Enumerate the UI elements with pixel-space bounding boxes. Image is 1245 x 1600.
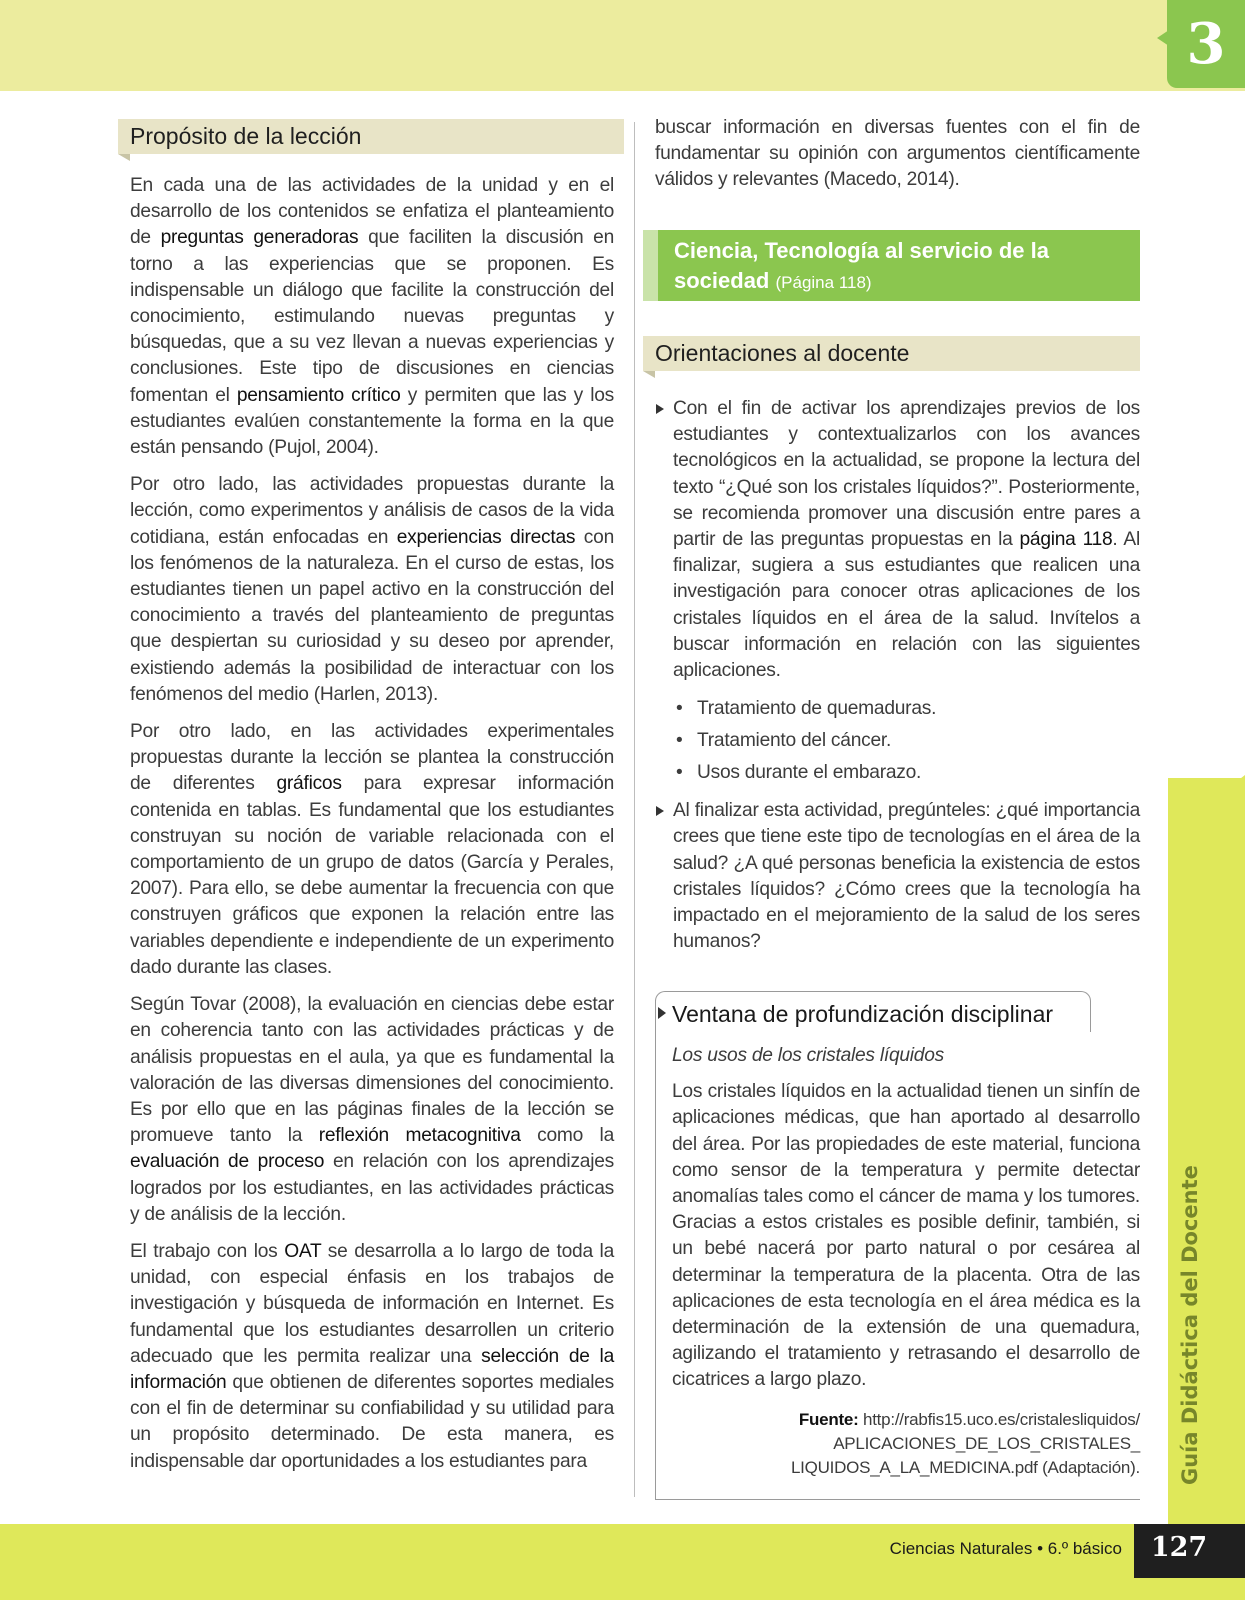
feature-page-ref: (Página 118) xyxy=(775,273,872,292)
bullet-item: • Tratamiento de quemaduras. xyxy=(673,696,1140,722)
orientaciones-list xyxy=(655,396,1140,967)
feature-box-stripe xyxy=(643,230,658,301)
feature-title: Ciencia, Tecnología al servicio de la sociedad (Página 118) xyxy=(674,238,1049,293)
list-item: Al finalizar esta actividad, pregúnteles: ¿qué importancia crees que tiene este tipo de tecnologías en el área de la salud? ¿A qué personas beneficia la existencia de estos cristales líquidos? ¿Cómo crees que la tecnología ha impactado en el mejoramiento de la salud de los seres humanos? xyxy=(655,798,1140,955)
source-label: Fuente: xyxy=(798,1409,859,1429)
source-citation xyxy=(672,1408,1140,1480)
arrow-bullet-icon xyxy=(656,806,664,816)
source-url: LIQUIDOS_A_LA_MEDICINA.pdf (Adaptación). xyxy=(790,1457,1140,1477)
left-column xyxy=(130,173,614,1486)
highlight: preguntas generadoras xyxy=(160,227,359,249)
window-subtitle: Los usos de los cristales líquidos xyxy=(672,1045,944,1066)
window-title: Ventana de profundización disciplinar xyxy=(672,1001,1054,1027)
bullet-dot-icon: • xyxy=(676,762,683,784)
paragraph: Por otro lado, las actividades propuestas durante la lección, como experimentos y análisis de casos de la vida cotidiana, están enfocadas en experiencias directas con los fenómenos de la naturaleza. En el curso de estas, los estudiantes tienen un papel activo en la construcción del conocimiento a través del planteamiento de preguntas que despiertan su curiosidad y su deseo por aprender, existiendo además la posibilidad de interactuar con los fenómenos del medio (Harlen, 2013). xyxy=(130,474,614,705)
page-number: 127 xyxy=(1150,1532,1208,1563)
heading-tail xyxy=(118,154,130,161)
window-text: Los cristales líquidos en la actualidad tienen un sinfín de aplicaciones médicas, que han aportado al desarrollo del área. Por las propiedades de este material, funciona como sensor de la temperatura y permite detectar anomalías tales como el cáncer de mama y los tumores. Gracias a estos cristales es posible definir, también, si un bebé nacerá por parto natural o por cesárea al determinar la temperatura de la placenta. Otra de las aplicaciones de esta tecnología en el área médica es la determinación de la extensión de una quemadura, agilizando el tratamiento y retrasando el desarrollo de cicatrices a largo plazo. xyxy=(672,1081,1140,1391)
highlight: reflexión metacognitiva xyxy=(318,1125,521,1147)
arrow-bullet-icon xyxy=(656,404,664,414)
paragraph: El trabajo con los OAT se desarrolla a lo largo de toda la unidad, con especial énfasis en los trabajos de investigación y búsqueda de información en Internet. Es fundamental que los estudiantes desarrollen un criterio adecuado que les permita realizar una selección de la información que obtienen de diferentes soportes mediales con el fin de determinar su confiabilidad y su utilidad para un propósito determinado. De esta manera, es indispensable dar oportunidades a los estudiantes para xyxy=(130,1240,614,1472)
bullet-dot-icon: • xyxy=(676,698,683,720)
highlight: pensamiento crítico xyxy=(236,384,401,406)
right-column-top xyxy=(655,115,1140,205)
header-band xyxy=(0,0,1245,91)
paragraph: Según Tovar (2008), la evaluación en ciencias debe estar en coherencia tanto con las actividades prácticas y de análisis propuestas en el aula, ya que es fundamental la valoración de las diversas dimensiones del conocimiento. Es por ello que en las páginas finales de la lección se promueve tanto la reflexión metacognitiva como la evaluación de proceso en relación con los aprendizajes logrados por los estudiantes, en las actividades prácticas y de análisis de la lección. xyxy=(130,994,614,1225)
sidebar-label: Guía Didáctica del Docente xyxy=(1178,1165,1202,1485)
paragraph: Por otro lado, en las actividades experimentales propuestas durante la lección se plantea la construcción de diferentes gráficos para expresar información contenida en tablas. Es fundamental que los estudiantes construyan su noción de variable relacionada con el comportamiento de un grupo de datos (García y Perales, 2007). Para ello, se debe aumentar la frecuencia con que construyen gráficos que exponen la relación entre las variables dependiente e independiente de un experimento dado durante las clases. xyxy=(130,721,614,978)
highlight: OAT xyxy=(284,1240,322,1262)
section-heading-orientaciones xyxy=(643,336,1140,371)
heading-tail xyxy=(643,371,655,378)
arrow-bullet-icon xyxy=(658,1007,666,1019)
bullet-item: • Usos durante el embarazo. xyxy=(673,760,1140,786)
bullet-item: • Tratamiento del cáncer. xyxy=(673,728,1140,754)
section-heading-proposito xyxy=(118,119,624,154)
section-heading-text: Propósito de la lección xyxy=(130,123,362,149)
paragraph-continuation: buscar información en diversas fuentes con el fin de fundamentar su opinión con argumentos científicamente válidos y relevantes (Macedo, 2014). xyxy=(655,117,1140,191)
bullet-dot-icon: • xyxy=(676,730,683,752)
highlight: página 118 xyxy=(1019,529,1113,551)
section-heading-text: Orientaciones al docente xyxy=(655,340,910,366)
bullet-list xyxy=(673,696,1140,786)
window-body xyxy=(672,1043,1140,1480)
footer-subject: Ciencias Naturales • 6.º básico xyxy=(889,1539,1122,1558)
highlight: selección de la información xyxy=(130,1345,614,1393)
highlight: experiencias directas xyxy=(396,526,576,548)
column-divider xyxy=(634,122,635,1497)
sidebar-slant xyxy=(1168,775,1245,835)
list-item: Con el fin de activar los aprendizajes previos de los estudiantes y contextualizarlos con los avances tecnológicos en la actualidad, se propone la lectura del texto “¿Qué son los cristales líquidos?”. Posteriormente, se recomienda promover una discusión entre pares a partir de las preguntas propuestas en la página 118. Al finalizar, sugiera a sus estudiantes que realicen una investigación para conocer otras aplicaciones de los cristales líquidos en el área de la salud. Invítelos a buscar información en relación con las siguientes aplicaciones. • Tratamiento de quemaduras. • Tratamiento del cáncer. • Usos durante el embarazo. xyxy=(655,396,1140,786)
source-url: APLICACIONES_DE_LOS_CRISTALES_ xyxy=(833,1433,1140,1453)
paragraph: En cada una de las actividades de la unidad y en el desarrollo de los contenidos se enfatiza el planteamiento de preguntas generadoras que faciliten la discusión en torno a las experiencias que se proponen. Es indispensable un diálogo que facilite la construcción del conocimiento, estimulando nuevas preguntas y búsquedas, que a su vez llevan a nuevas experiencias y conclusiones. Este tipo de discusiones en ciencias fomentan el pensamiento crítico y permiten que las y los estudiantes evalúen constantemente la forma en la que están pensando (Pujol, 2004). xyxy=(130,175,614,459)
source-url: http://rabfis15.uco.es/cristalesliquidos/ xyxy=(862,1409,1140,1429)
highlight: gráficos xyxy=(276,773,342,795)
unit-number: 3 xyxy=(1186,11,1226,77)
highlight: evaluación de proceso xyxy=(130,1151,325,1173)
